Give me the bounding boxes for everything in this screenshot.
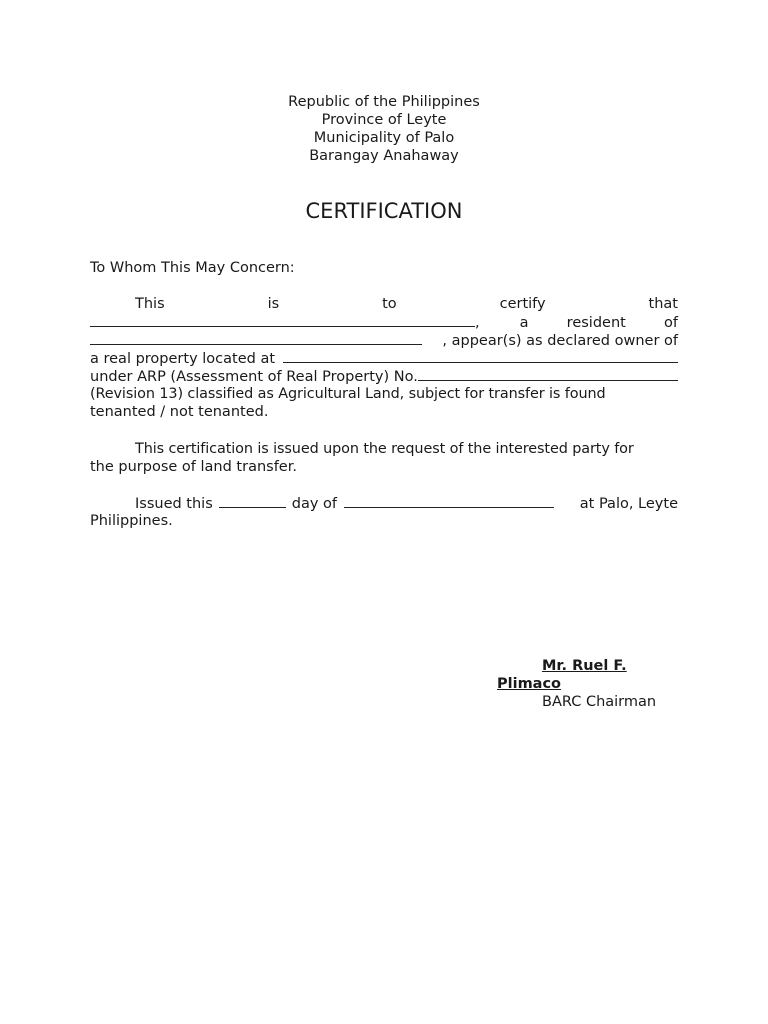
paragraph3-line2: Philippines.: [90, 513, 173, 529]
word: of: [664, 315, 678, 331]
header-municipality: Municipality of Palo: [313, 130, 455, 146]
day-of-text: day of: [291, 496, 338, 512]
document-title: CERTIFICATION: [305, 199, 463, 223]
signatory-name-last: Plimaco: [497, 676, 562, 692]
resident-words: [520, 314, 678, 332]
letterhead: [0, 93, 768, 165]
word: a: [519, 315, 529, 331]
header-barangay: Barangay Anahaway: [309, 148, 459, 164]
word: is: [267, 296, 280, 312]
month-blank-line: [344, 494, 554, 508]
day-blank-line: [219, 494, 286, 508]
word: This: [135, 296, 165, 312]
paragraph1-line1: [90, 295, 678, 313]
word: certify: [499, 296, 546, 312]
comma-text: ,: [475, 315, 480, 331]
arp-text: under ARP (Assessment of Real Property) No.: [90, 369, 418, 385]
paragraph2-line1: This certification is issued upon the request of the interested party for: [135, 441, 634, 457]
paragraph1-line5: [90, 367, 678, 385]
signatory-name-first: Mr. Ruel F.: [542, 658, 627, 674]
word: to: [382, 296, 397, 312]
paragraph2-line2: the purpose of land transfer.: [90, 459, 297, 475]
header-province: Province of Leyte: [321, 112, 447, 128]
owner-text: , appear(s) as declared owner of: [442, 333, 678, 349]
word: that: [648, 296, 678, 312]
name-blank-line: [90, 313, 475, 327]
paragraph1-line6: (Revision 13) classified as Agricultural Land, subject for transfer is found: [90, 386, 606, 402]
paragraph1-line3: [90, 331, 678, 349]
issued-this-text: Issued this: [135, 496, 213, 512]
location-issued-text: at Palo, Leyte: [579, 496, 678, 512]
signature-block: [497, 657, 697, 711]
paragraph1-line2: [90, 313, 678, 331]
word: resident: [566, 315, 626, 331]
location-blank-line: [283, 349, 678, 363]
arp-number-blank-line: [418, 367, 678, 381]
signatory-position: BARC Chairman: [542, 694, 657, 710]
residence-blank-line: [90, 331, 422, 345]
paragraph1-line7: tenanted / not tenanted.: [90, 404, 269, 420]
location-text: a real property located at: [90, 351, 276, 367]
paragraph3-line1: [90, 494, 678, 512]
salutation: To Whom This May Concern:: [90, 260, 295, 276]
paragraph1-line4: [90, 349, 678, 367]
header-republic: Republic of the Philippines: [288, 94, 480, 110]
